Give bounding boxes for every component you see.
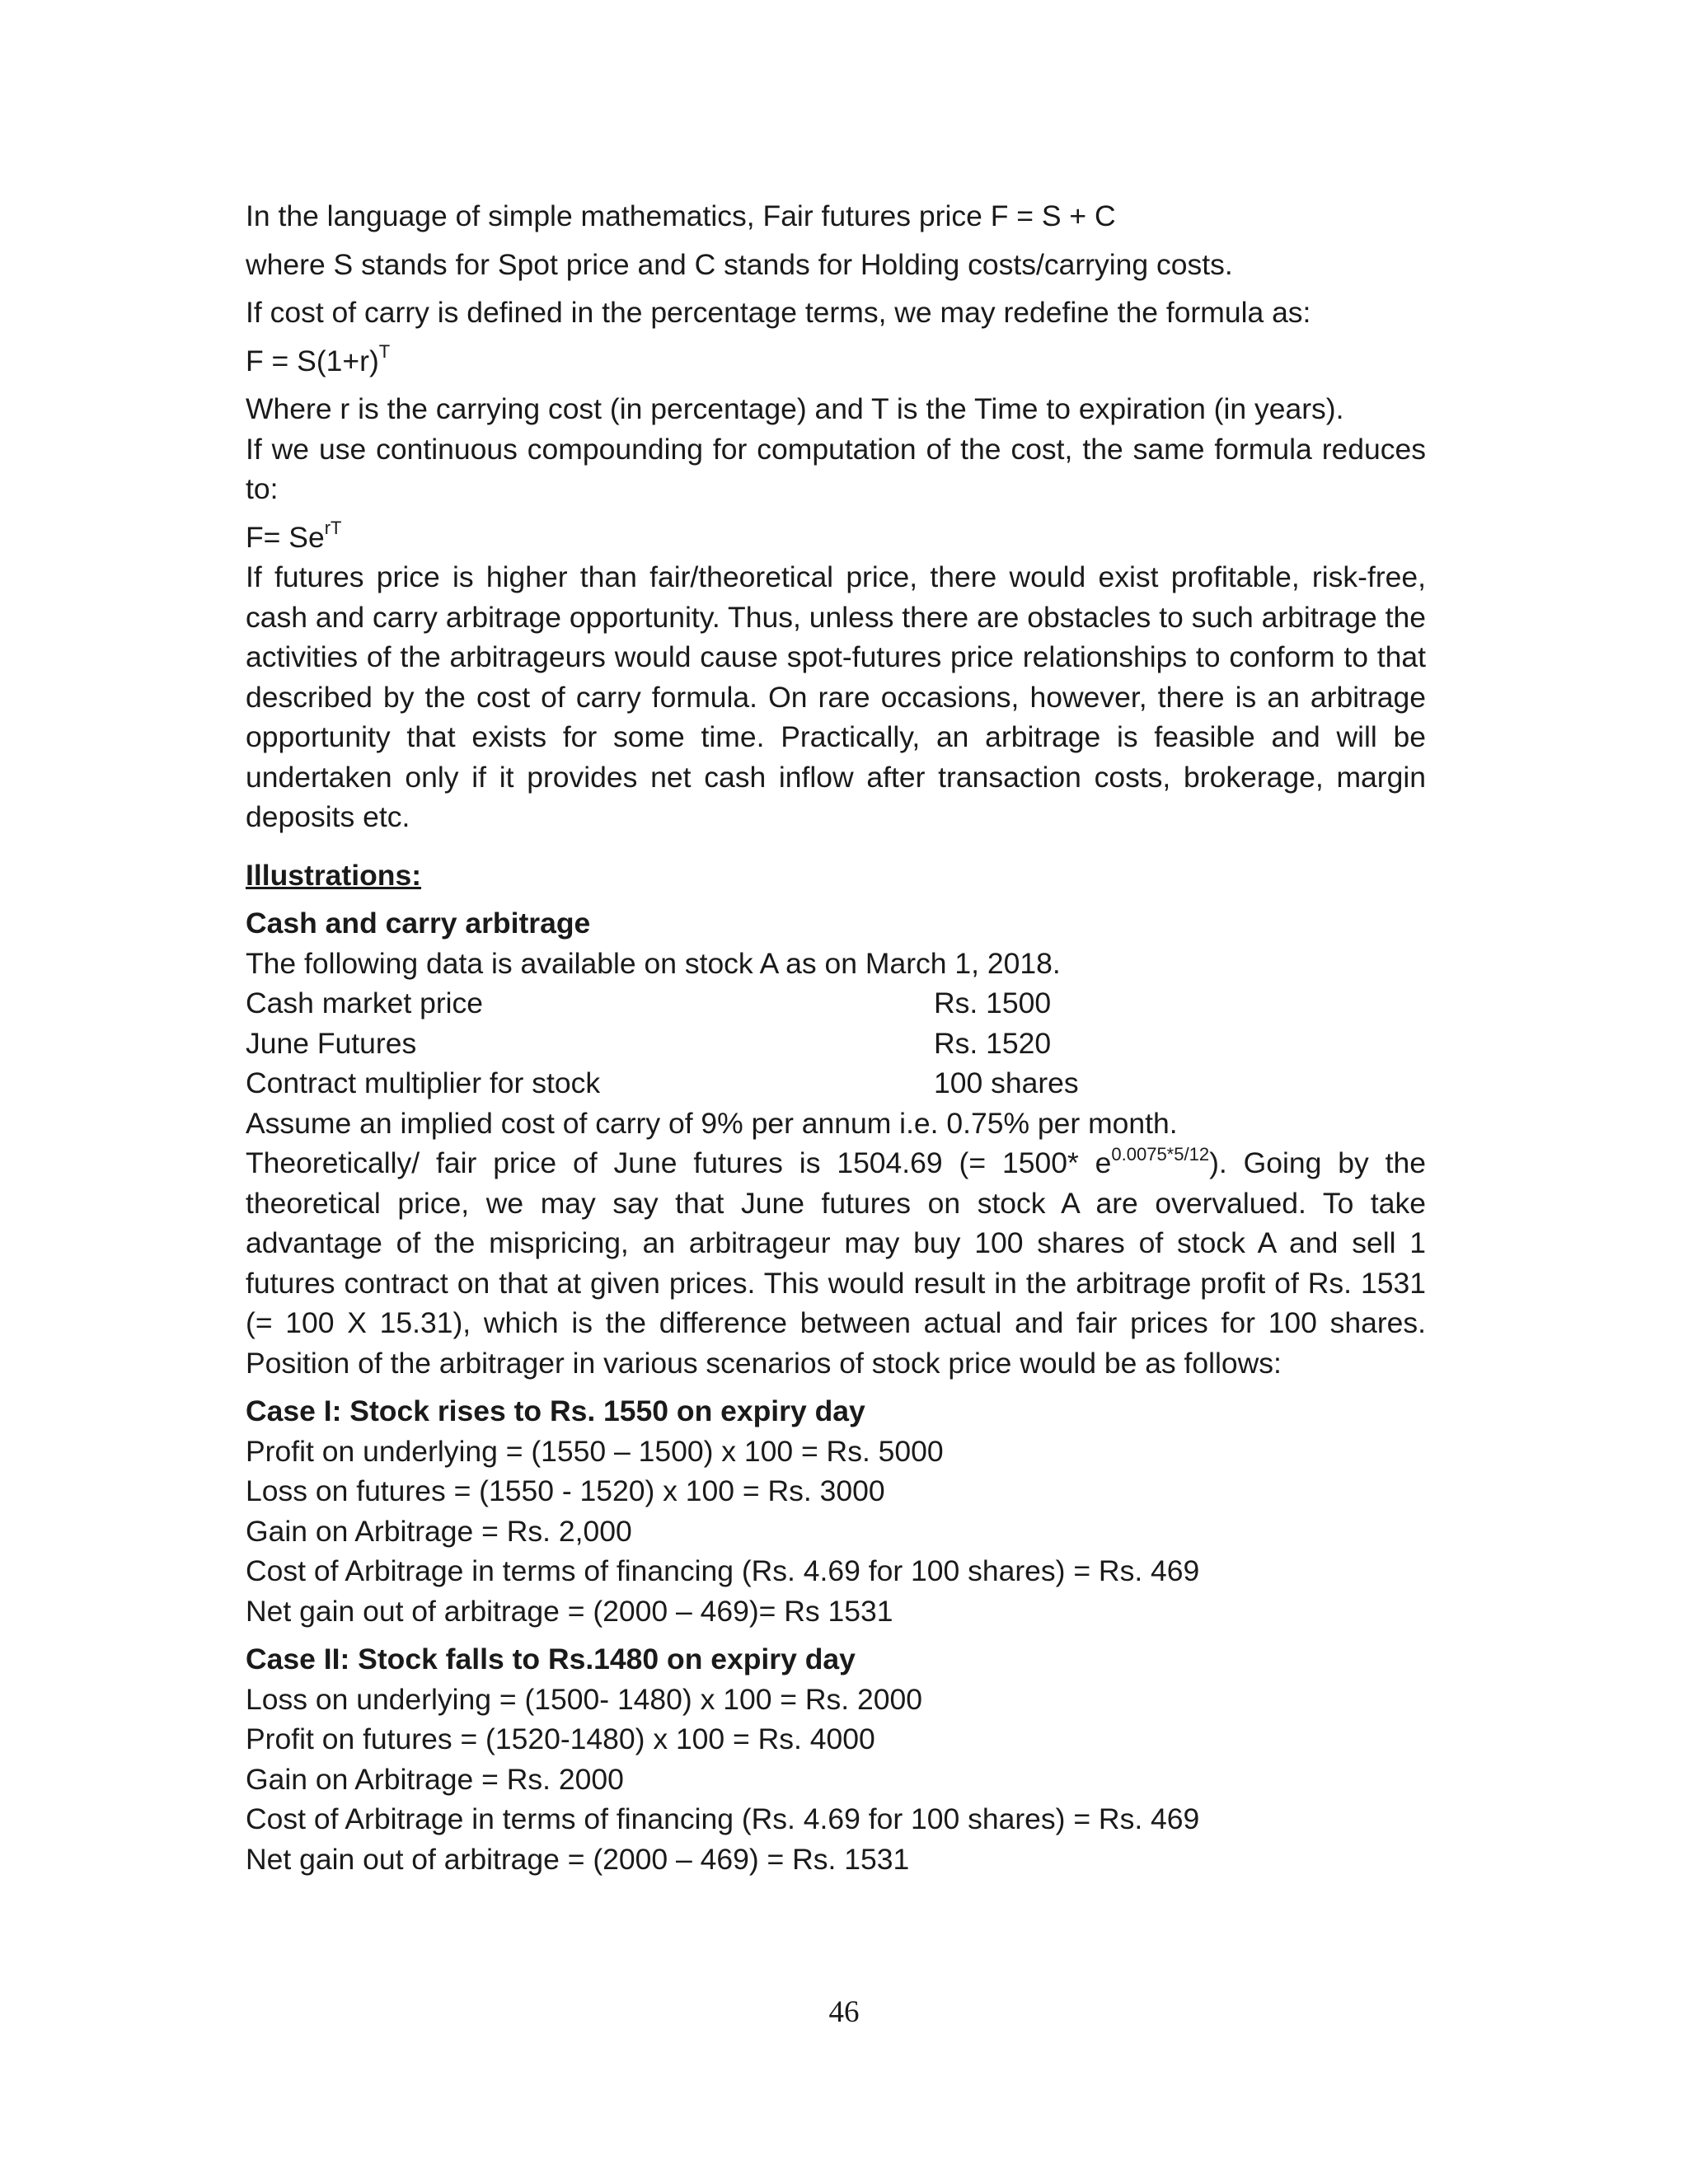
formula-percentage-line: If cost of carry is defined in the percentage terms, we may redefine the formula as:	[246, 296, 1311, 329]
illustrations-heading: Illustrations:	[246, 858, 422, 892]
formula-continuous-exponent: rT	[324, 518, 342, 539]
case1-heading: Case I: Stock rises to Rs. 1550 on expiry day	[246, 1394, 865, 1427]
data-row-label: Contract multiplier for stock	[246, 1066, 601, 1099]
data-row-value: Rs. 1500	[934, 987, 1052, 1019]
case2-line: Cost of Arbitrage in terms of financing (Rs. 4.69 for 100 shares) = Rs. 469	[246, 1802, 1200, 1835]
case2-line: Gain on Arbitrage = Rs. 2000	[246, 1762, 624, 1796]
case2-line: Net gain out of arbitrage = (2000 – 469) = Rs. 1531	[246, 1842, 910, 1876]
theory-text-rest: ). Going by the theoretical price, we may say that June futures on stock A are overvalued. To take advantage of the mispricing, an arbitrageur may buy 100 shares of stock A and sell 1 futures contract on that at given prices. This would result in the arbitrage profit of Rs. 1531 (= 100 X 15.31), which is the difference between actual and fair prices for 100 shares. Position of the arbitrager in various scenarios of stock price would be as follows:	[246, 1146, 1426, 1380]
formula-definition-line: where S stands for Spot price and C stands for Holding costs/carrying costs.	[246, 247, 1233, 281]
formula-compound-base: F = S(1+r)	[246, 344, 379, 377]
data-row-label: Cash market price	[246, 987, 484, 1019]
theory-text-start: Theoretically/ fair price of June futures is 1504.69 (= 1500* e	[246, 1146, 1112, 1179]
data-row	[246, 1063, 1426, 1104]
arbitrage-paragraph: If futures price is higher than fair/theoretical price, there would exist profitable, risk-free, cash and carry arbitrage opportunity. Thus, unless there are obstacles to such arbitrage the activities of the arbitrageurs would cause spot-futures price relationships to conform to that described by the cost of carry formula. On rare occasions, however, there is an arbitrage opportunity that exists for some time. Practically, an arbitrage is feasible and will be undertaken only if it provides net cash inflow after transaction costs, brokerage, margin deposits etc.	[246, 560, 1426, 833]
cost-of-carry-assumption: Assume an implied cost of carry of 9% per annum i.e. 0.75% per month.	[246, 1106, 1178, 1140]
formula-continuous-base: F= Se	[246, 520, 325, 554]
formula-variables-line: Where r is the carrying cost (in percentage) and T is the Time to expiration (in years).	[246, 392, 1344, 425]
formula-compound	[246, 341, 1426, 382]
case1-line: Loss on futures = (1550 - 1520) x 100 = Rs. 3000	[246, 1474, 885, 1507]
page-content	[246, 196, 1426, 1879]
data-row-value: 100 shares	[934, 1066, 1079, 1099]
cash-carry-intro: The following data is available on stock A as on March 1, 2018.	[246, 946, 1061, 980]
theory-exponent: 0.0075*5/12	[1111, 1143, 1210, 1165]
case1-line: Cost of Arbitrage in terms of financing (Rs. 4.69 for 100 shares) = Rs. 469	[246, 1554, 1200, 1587]
case2-line: Loss on underlying = (1500- 1480) x 100 = Rs. 2000	[246, 1682, 922, 1716]
case1-line: Net gain out of arbitrage = (2000 – 469)= Rs 1531	[246, 1594, 893, 1628]
cash-carry-heading: Cash and carry arbitrage	[246, 907, 591, 940]
formula-intro-line: In the language of simple mathematics, Fair futures price F = S + C	[246, 199, 1116, 232]
theory-paragraph	[246, 1143, 1426, 1383]
data-row	[246, 983, 1426, 1024]
case1-line: Profit on underlying = (1550 – 1500) x 100 = Rs. 5000	[246, 1434, 944, 1468]
formula-continuous	[246, 518, 1426, 558]
data-row-value: Rs. 1520	[934, 1026, 1052, 1060]
data-row-label: June Futures	[246, 1026, 417, 1060]
data-row	[246, 1024, 1426, 1064]
continuous-compounding-line: If we use continuous compounding for computation of the cost, the same formula reduces to:	[246, 432, 1426, 505]
formula-compound-exponent: T	[378, 341, 391, 363]
case1-line: Gain on Arbitrage = Rs. 2,000	[246, 1514, 632, 1548]
case2-heading: Case II: Stock falls to Rs.1480 on expiry day	[246, 1643, 856, 1675]
page-number: 46	[828, 1995, 860, 2029]
case2-line: Profit on futures = (1520-1480) x 100 = Rs. 4000	[246, 1722, 875, 1755]
